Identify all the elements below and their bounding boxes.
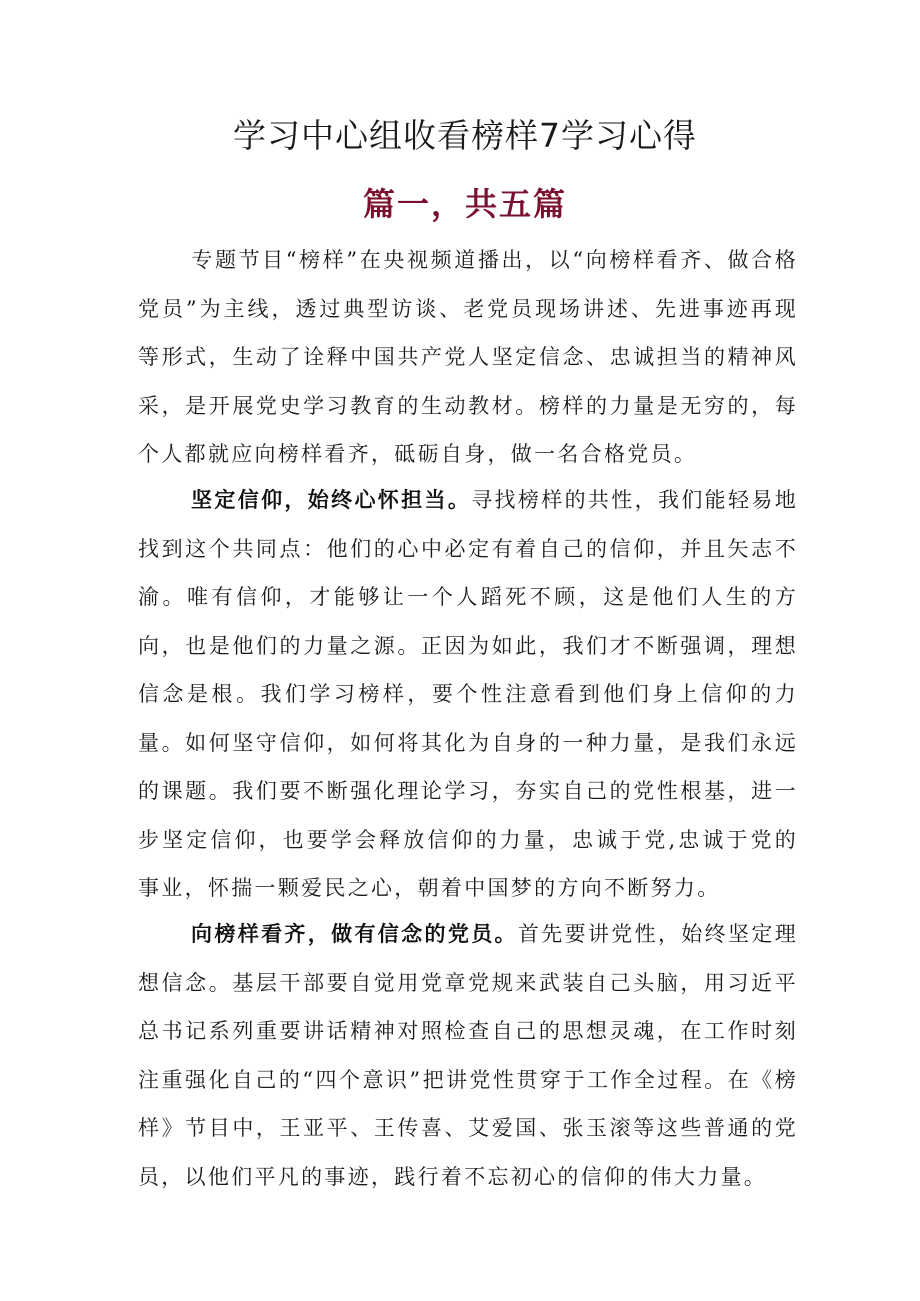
document-title: 学习中心组收看榜样7学习心得 bbox=[233, 116, 697, 155]
paragraph-text: 首先要讲党性，始终坚定理想信念。基层干部要自觉用党章党规来武装自己头脑，用习近平总书记系列重要讲话精神对照检查自己的思想灵魂，在工作时刻注重强化自己的“四个意识”把讲党性贯穿于工作全过程。在《榜样》节目中，王亚平、王传喜、艾爱国、张玉滚等这些普通的党员，以他们平凡的事迹，践行着不忘初心的信仰的伟大力量。 bbox=[138, 922, 798, 1189]
paragraph-intro bbox=[138, 236, 798, 479]
paragraph-lead-heading: 向榜样看齐，做有信念的党员。 bbox=[191, 922, 518, 946]
paragraph-lead-heading: 坚定信仰，始终心怀担当。 bbox=[191, 488, 472, 512]
paragraph-belief bbox=[138, 476, 798, 913]
document-subtitle: 篇一，共五篇 bbox=[362, 185, 567, 223]
paragraph-text: 专题节目“榜样”在央视频道播出，以“向榜样看齐、做合格党员”为主线，透过典型访谈、老党员现场讲述、先进事迹再现等形式，生动了诠释中国共产党人坚定信念、忠诚担当的精神风采，是开展党史学习教育的生动教材。榜样的力量是无穷的，每个人都就应向榜样看齐，砥砺自身，做一名合格党员。 bbox=[138, 248, 798, 466]
paragraph-role-model bbox=[138, 910, 798, 1201]
paragraph-text: 寻找榜样的共性，我们能轻易地找到这个共同点：他们的心中必定有着自己的信仰，并且矢志不渝。唯有信仰，才能够让一个人蹈死不顾，这是他们人生的方向，也是他们的力量之源。正因为如此，我们才不断强调，理想信念是根。我们学习榜样，要个性注意看到他们身上信仰的力量。如何坚守信仰，如何将其化为自身的一种力量，是我们永远的课题。我们要不断强化理论学习，夯实自己的党性根基，进一步坚定信仰，也要学会释放信仰的力量，忠诚于党,忠诚于党的事业，怀揣一颗爱民之心，朝着中国梦的方向不断努力。 bbox=[138, 488, 798, 900]
